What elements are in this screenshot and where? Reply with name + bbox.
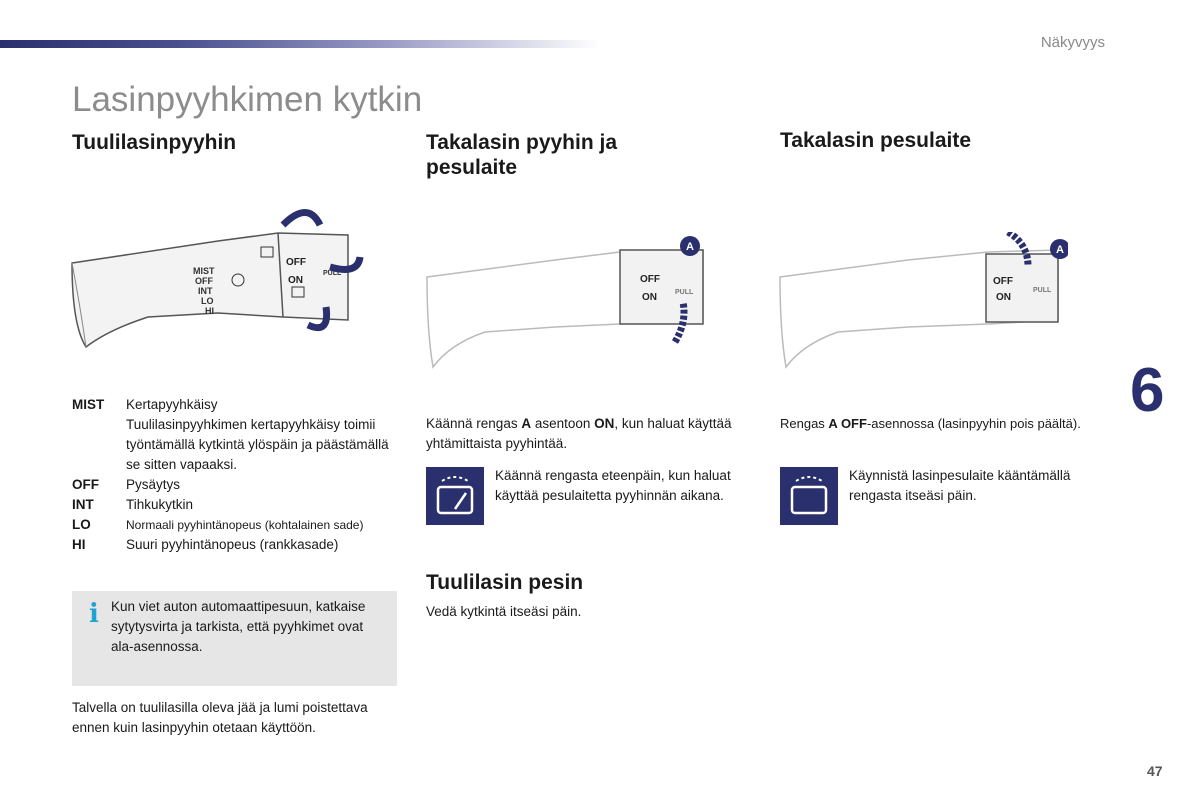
stalk-label-off: OFF bbox=[195, 276, 213, 286]
text-span: Rengas bbox=[780, 416, 829, 431]
ring-label-off: OFF bbox=[640, 274, 660, 285]
middle-column-title: Takalasin pyyhin ja pesulaite bbox=[426, 131, 618, 179]
info-text: Kun viet auton automaattipesuun, katkaise sytytysvirta ja tarkista, että pyyhkimet ovat ala-asennossa. bbox=[111, 599, 366, 654]
middle-instruction bbox=[426, 414, 736, 454]
legend-value: Kertapyyhkäisy Tuulilasinpyyhkimen kertapyyhkäisy toimii työntämällä kytkintä ylöspäin ja päästämällä se sitten vapaaksi. bbox=[126, 397, 389, 472]
pull-label: PULL bbox=[323, 270, 342, 277]
info-box bbox=[72, 591, 397, 686]
ring-a-label: A bbox=[521, 416, 532, 431]
rear-washer-stalk-illustration bbox=[778, 232, 1068, 377]
legend-row-mist bbox=[72, 395, 402, 475]
header-gradient-bar bbox=[0, 40, 600, 48]
rear-washer-icon bbox=[780, 467, 838, 525]
stalk-label-int: INT bbox=[198, 286, 213, 296]
ring-label-off: OFF bbox=[993, 276, 1013, 287]
pull-label: PULL bbox=[1033, 287, 1052, 294]
a-off-label: A OFF bbox=[828, 416, 867, 431]
stalk-label-lo: LO bbox=[201, 296, 214, 306]
middle-icon-text: Käännä rengasta eteenpäin, kun haluat käyttää pesulaitetta pyyhinnän aikana. bbox=[495, 468, 731, 503]
stalk-label-mist: MIST bbox=[193, 266, 215, 276]
winter-note: Talvella on tuulilasilla oleva jää ja lumi poistettava ennen kuin lasinpyyhin otetaan käyttöön. bbox=[72, 700, 368, 735]
text-span: asentoon bbox=[531, 416, 595, 431]
wiper-stalk-illustration bbox=[68, 195, 378, 360]
legend-row-lo bbox=[72, 515, 402, 535]
page-number: 47 bbox=[1147, 763, 1163, 779]
legend-row-hi bbox=[72, 535, 402, 555]
right-icon-text: Käynnistä lasinpesulaite kääntämällä rengasta itseäsi päin. bbox=[849, 468, 1071, 503]
ring-label-on: ON bbox=[996, 292, 1011, 303]
legend-value: Normaali pyyhintänopeus (kohtalainen sade) bbox=[126, 518, 364, 532]
legend-key: OFF bbox=[72, 477, 99, 492]
wiper-position-legend bbox=[72, 395, 402, 555]
text-span: , kun haluat käyttää yhtämittaista pyyhintää. bbox=[426, 416, 732, 451]
legend-key: INT bbox=[72, 497, 94, 512]
right-column-title: Takalasin pesulaite bbox=[780, 129, 972, 152]
section-label: Näkyvyys bbox=[1040, 34, 1105, 51]
on-label: ON bbox=[594, 416, 615, 431]
info-icon: i bbox=[89, 599, 99, 629]
page-title: Lasinpyyhkimen kytkin bbox=[72, 80, 423, 119]
legend-value: Tihkukytkin bbox=[126, 497, 194, 512]
right-instruction bbox=[780, 414, 1120, 434]
text-span: Käännä rengas bbox=[426, 416, 522, 431]
ring-label-on: ON bbox=[642, 292, 657, 303]
windscreen-washer-text: Vedä kytkintä itseäsi päin. bbox=[426, 604, 582, 619]
stalk-label-hi: HI bbox=[205, 306, 214, 316]
rear-wiper-stalk-illustration bbox=[425, 232, 715, 377]
pull-label: PULL bbox=[675, 289, 694, 296]
ring-label-off: OFF bbox=[286, 257, 306, 268]
ring-marker-a-label: A bbox=[686, 241, 694, 253]
legend-key: MIST bbox=[72, 397, 105, 412]
legend-row-int bbox=[72, 495, 402, 515]
legend-key: HI bbox=[72, 537, 86, 552]
legend-value: Pysäytys bbox=[126, 477, 181, 492]
text-span: -asennossa (lasinpyyhin pois päältä). bbox=[866, 416, 1081, 431]
left-column-title: Tuulilasinpyyhin bbox=[72, 131, 237, 154]
windscreen-washer-title: Tuulilasin pesin bbox=[426, 571, 584, 594]
chapter-number: 6 bbox=[1130, 356, 1165, 425]
legend-key: LO bbox=[72, 517, 91, 532]
ring-marker-a-label: A bbox=[1056, 244, 1064, 256]
legend-value: Suuri pyyhintänopeus (rankkasade) bbox=[126, 537, 339, 552]
rear-wash-wipe-icon bbox=[426, 467, 484, 525]
legend-row-off bbox=[72, 475, 402, 495]
ring-label-on: ON bbox=[288, 275, 303, 286]
